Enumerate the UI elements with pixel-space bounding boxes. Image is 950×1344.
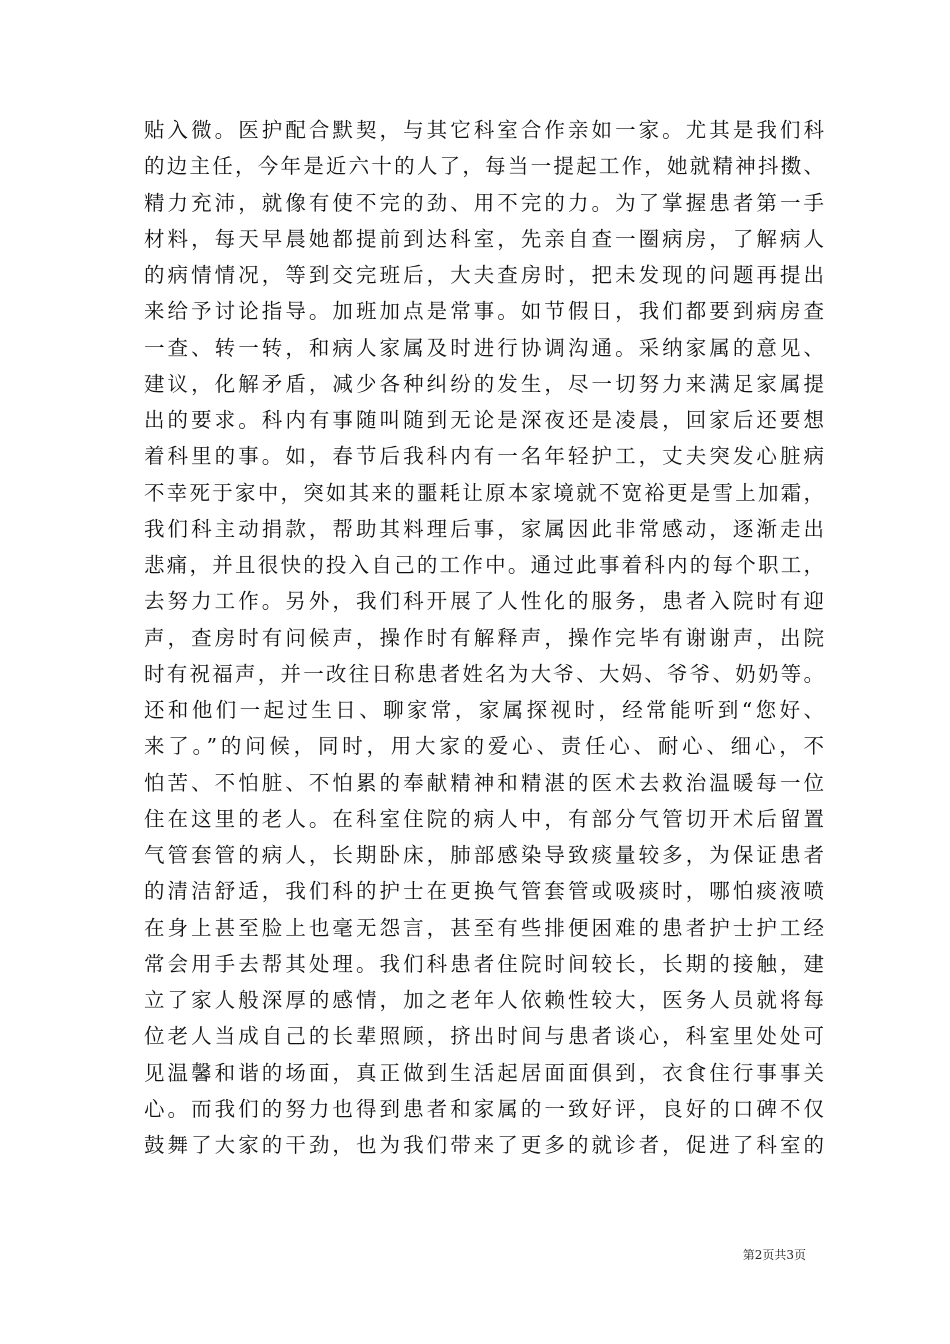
text-line: 见温馨和谐的场面，真正做到生活起居面面俱到，衣食住行事事关	[144, 1060, 824, 1085]
text-line: 去努力工作。另外，我们科开展了人性化的服务，患者入院时有迎	[144, 589, 824, 614]
text-line: 还和他们一起过生日、聊家常，家属探视时，经常能听到“您好、	[144, 698, 824, 722]
text-line: 住在这里的老人。在科室住院的病人中，有部分气管切开术后留置	[144, 806, 824, 831]
text-line: 材料，每天早晨她都提前到达科室，先亲自查一圈病房，了解病人	[144, 226, 824, 251]
text-line: 来给予讨论指导。加班加点是常事。如节假日，我们都要到病房查	[144, 299, 824, 324]
text-line: 出的要求。科内有事随叫随到无论是深夜还是凌晨，回家后还要想	[144, 408, 824, 432]
text-line: 建议，化解矛盾，减少各种纠纷的发生，尽一切努力来满足家属提	[144, 371, 824, 396]
text-line: 常会用手去帮其处理。我们科患者住院时间较长，长期的接触，建	[144, 951, 824, 976]
text-line: 的病情情况，等到交完班后，大夫查房时，把未发现的问题再提出	[144, 263, 824, 287]
body-text	[144, 112, 824, 1163]
text-line: 一查、转一转，和病人家属及时进行协调沟通。采纳家属的意见、	[144, 335, 824, 360]
text-line: 我们科主动捐款，帮助其料理后事，家属因此非常感动，逐渐走出	[144, 516, 824, 541]
text-line: 的边主任，今年是近六十的人了，每当一提起工作，她就精神抖擞、	[144, 154, 824, 179]
text-line: 声，查房时有问候声，操作时有解释声，操作完毕有谢谢声，出院	[144, 625, 824, 650]
text-line: 鼓舞了大家的干劲，也为我们带来了更多的就诊者，促进了科室的	[144, 1133, 824, 1157]
text-line: 贴入微。医护配合默契，与其它科室合作亲如一家。尤其是我们科	[144, 118, 824, 142]
text-line: 立了家人般深厚的感情，加之老年人依赖性较大，医务人员就将每	[144, 988, 824, 1012]
text-line: 心。而我们的努力也得到患者和家属的一致好评，良好的口碑不仅	[144, 1096, 824, 1121]
text-line: 位老人当成自己的长辈照顾，挤出时间与患者谈心，科室里处处可	[144, 1024, 824, 1049]
text-line: 来了。”的问候，同时，用大家的爱心、责任心、耐心、细心，不	[144, 734, 824, 759]
text-line: 气管套管的病人，长期卧床，肺部感染导致痰量较多，为保证患者	[144, 843, 824, 867]
text-line: 在身上甚至脸上也毫无怨言，甚至有些排便困难的患者护士护工经	[144, 915, 824, 940]
text-line: 悲痛，并且很快的投入自己的工作中。通过此事着科内的每个职工，	[144, 553, 824, 577]
text-line: 时有祝福声，并一改往日称患者姓名为大爷、大妈、爷爷、奶奶等。	[144, 661, 824, 686]
text-line: 着科里的事。如，春节后我科内有一名年轻护工，丈夫突发心脏病	[144, 444, 824, 469]
text-line: 的清洁舒适，我们科的护士在更换气管套管或吸痰时，哪怕痰液喷	[144, 879, 824, 904]
text-line: 精力充沛，就像有使不完的劲、用不完的力。为了掌握患者第一手	[144, 190, 824, 215]
page-number: 第2页共3页	[742, 1248, 806, 1262]
text-line: 怕苦、不怕脏、不怕累的奉献精神和精湛的医术去救治温暖每一位	[144, 770, 824, 795]
text-line: 不幸死于家中，突如其来的噩耗让原本家境就不宽裕更是雪上加霜，	[144, 480, 824, 505]
